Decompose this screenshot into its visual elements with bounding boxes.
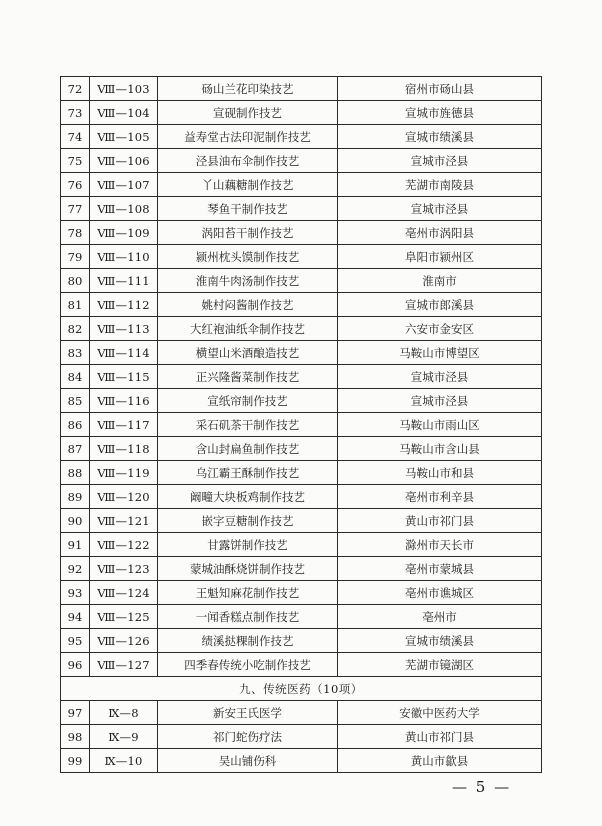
table-row: [61, 725, 542, 749]
item-name: 甘露饼制作技艺: [158, 533, 338, 557]
item-area: 马鞍山市雨山区: [338, 413, 542, 437]
row-number: 78: [61, 221, 90, 245]
table-body-section-eight: [61, 77, 542, 677]
row-number: 73: [61, 101, 90, 125]
item-name: 乌江霸王酥制作技艺: [158, 461, 338, 485]
item-area: 宣城市绩溪县: [338, 629, 542, 653]
item-name: 新安王氏医学: [158, 701, 338, 725]
table-row: [61, 293, 542, 317]
row-number: 86: [61, 413, 90, 437]
row-number: 84: [61, 365, 90, 389]
item-area: 宣城市旌德县: [338, 101, 542, 125]
item-area: 亳州市蒙城县: [338, 557, 542, 581]
item-code: Ⅷ—121: [90, 509, 158, 533]
item-code: Ⅷ—122: [90, 533, 158, 557]
item-code: Ⅸ—9: [90, 725, 158, 749]
row-number: 98: [61, 725, 90, 749]
item-code: Ⅷ—127: [90, 653, 158, 677]
row-number: 94: [61, 605, 90, 629]
table-row: [61, 197, 542, 221]
item-code: Ⅸ—8: [90, 701, 158, 725]
table-row: [61, 581, 542, 605]
row-number: 77: [61, 197, 90, 221]
item-name: 大红袍油纸伞制作技艺: [158, 317, 338, 341]
item-name: 宣纸帘制作技艺: [158, 389, 338, 413]
table-row: [61, 317, 542, 341]
item-name: 正兴隆酱菜制作技艺: [158, 365, 338, 389]
item-code: Ⅷ—109: [90, 221, 158, 245]
table-row: [61, 365, 542, 389]
item-area: 黄山市歙县: [338, 749, 542, 773]
item-code: Ⅷ—124: [90, 581, 158, 605]
table-row: [61, 77, 542, 101]
item-area: 宿州市砀山县: [338, 77, 542, 101]
row-number: 80: [61, 269, 90, 293]
item-name: 琴鱼干制作技艺: [158, 197, 338, 221]
table-row: [61, 485, 542, 509]
item-name: 益寿堂古法印泥制作技艺: [158, 125, 338, 149]
item-area: 马鞍山市和县: [338, 461, 542, 485]
row-number: 87: [61, 437, 90, 461]
item-area: 亳州市: [338, 605, 542, 629]
table-row: [61, 461, 542, 485]
item-area: 亳州市利辛县: [338, 485, 542, 509]
row-number: 72: [61, 77, 90, 101]
item-area: 马鞍山市博望区: [338, 341, 542, 365]
item-area: 芜湖市镜湖区: [338, 653, 542, 677]
row-number: 90: [61, 509, 90, 533]
table-row: [61, 269, 542, 293]
table-row: [61, 245, 542, 269]
item-code: Ⅷ—118: [90, 437, 158, 461]
item-area: 黄山市祁门县: [338, 509, 542, 533]
item-area: 宣城市泾县: [338, 149, 542, 173]
row-number: 95: [61, 629, 90, 653]
table-row: [61, 749, 542, 773]
item-name: 颍州枕头馍制作技艺: [158, 245, 338, 269]
item-area: 滁州市天长市: [338, 533, 542, 557]
item-name: 阚疃大块板鸡制作技艺: [158, 485, 338, 509]
row-number: 97: [61, 701, 90, 725]
row-number: 79: [61, 245, 90, 269]
table-body-section-nine: [61, 701, 542, 773]
item-code: Ⅷ—112: [90, 293, 158, 317]
item-area: 宣城市泾县: [338, 365, 542, 389]
item-name: 蒙城油酥烧饼制作技艺: [158, 557, 338, 581]
table-row: [61, 605, 542, 629]
item-name: 砀山兰花印染技艺: [158, 77, 338, 101]
item-code: Ⅷ—107: [90, 173, 158, 197]
row-number: 83: [61, 341, 90, 365]
item-area: 宣城市绩溪县: [338, 125, 542, 149]
item-area: 淮南市: [338, 269, 542, 293]
item-area: 阜阳市颍州区: [338, 245, 542, 269]
item-code: Ⅷ—108: [90, 197, 158, 221]
item-name: 一闻香糕点制作技艺: [158, 605, 338, 629]
item-name: 祁门蛇伤疗法: [158, 725, 338, 749]
item-name: 吴山铺伤科: [158, 749, 338, 773]
row-number: 75: [61, 149, 90, 173]
table-row: [61, 653, 542, 677]
row-number: 93: [61, 581, 90, 605]
item-code: Ⅷ—104: [90, 101, 158, 125]
item-code: Ⅷ—115: [90, 365, 158, 389]
item-code: Ⅷ—114: [90, 341, 158, 365]
item-code: Ⅷ—123: [90, 557, 158, 581]
item-code: Ⅷ—116: [90, 389, 158, 413]
item-area: 宣城市泾县: [338, 197, 542, 221]
item-code: Ⅸ—10: [90, 749, 158, 773]
item-name: 绩溪挞粿制作技艺: [158, 629, 338, 653]
item-name: 嵌字豆糖制作技艺: [158, 509, 338, 533]
item-name: 宣砚制作技艺: [158, 101, 338, 125]
item-name: 泾县油布伞制作技艺: [158, 149, 338, 173]
table-row: [61, 557, 542, 581]
item-area: 安徽中医药大学: [338, 701, 542, 725]
row-number: 85: [61, 389, 90, 413]
item-name: 采石矶茶干制作技艺: [158, 413, 338, 437]
row-number: 96: [61, 653, 90, 677]
item-name: 涡阳苔干制作技艺: [158, 221, 338, 245]
item-code: Ⅷ—105: [90, 125, 158, 149]
table-row: [61, 341, 542, 365]
row-number: 76: [61, 173, 90, 197]
row-number: 99: [61, 749, 90, 773]
table-row: [61, 437, 542, 461]
row-number: 89: [61, 485, 90, 509]
item-area: 宣城市郎溪县: [338, 293, 542, 317]
table-row: [61, 533, 542, 557]
item-code: Ⅷ—125: [90, 605, 158, 629]
row-number: 91: [61, 533, 90, 557]
item-name: 四季春传统小吃制作技艺: [158, 653, 338, 677]
item-area: 黄山市祁门县: [338, 725, 542, 749]
item-code: Ⅷ—103: [90, 77, 158, 101]
item-code: Ⅷ—117: [90, 413, 158, 437]
table-row: [61, 629, 542, 653]
table-row: [61, 413, 542, 437]
item-name: 丫山藕糖制作技艺: [158, 173, 338, 197]
item-area: 亳州市涡阳县: [338, 221, 542, 245]
table-row: [61, 509, 542, 533]
row-number: 88: [61, 461, 90, 485]
row-number: 81: [61, 293, 90, 317]
item-name: 姚村闷酱制作技艺: [158, 293, 338, 317]
table-row: [61, 101, 542, 125]
item-area: 芜湖市南陵县: [338, 173, 542, 197]
section-heading-row: [61, 677, 542, 701]
item-area: 宣城市泾县: [338, 389, 542, 413]
item-code: Ⅷ—119: [90, 461, 158, 485]
item-name: 王魁知麻花制作技艺: [158, 581, 338, 605]
table-row: [61, 701, 542, 725]
row-number: 92: [61, 557, 90, 581]
item-code: Ⅷ—106: [90, 149, 158, 173]
item-name: 横望山米酒酿造技艺: [158, 341, 338, 365]
section-heading: 九、传统医药（10项）: [61, 677, 542, 701]
item-code: Ⅷ—111: [90, 269, 158, 293]
row-number: 82: [61, 317, 90, 341]
item-code: Ⅷ—110: [90, 245, 158, 269]
item-area: 马鞍山市含山县: [338, 437, 542, 461]
item-area: 六安市金安区: [338, 317, 542, 341]
item-code: Ⅷ—126: [90, 629, 158, 653]
table-row: [61, 389, 542, 413]
heritage-list-table: [60, 76, 542, 773]
item-code: Ⅷ—113: [90, 317, 158, 341]
item-area: 亳州市谯城区: [338, 581, 542, 605]
table-row: [61, 173, 542, 197]
page-number: — 5 —: [452, 778, 512, 796]
item-code: Ⅷ—120: [90, 485, 158, 509]
table-row: [61, 221, 542, 245]
item-name: 淮南牛肉汤制作技艺: [158, 269, 338, 293]
item-name: 含山封扁鱼制作技艺: [158, 437, 338, 461]
row-number: 74: [61, 125, 90, 149]
table-row: [61, 125, 542, 149]
table-row: [61, 149, 542, 173]
